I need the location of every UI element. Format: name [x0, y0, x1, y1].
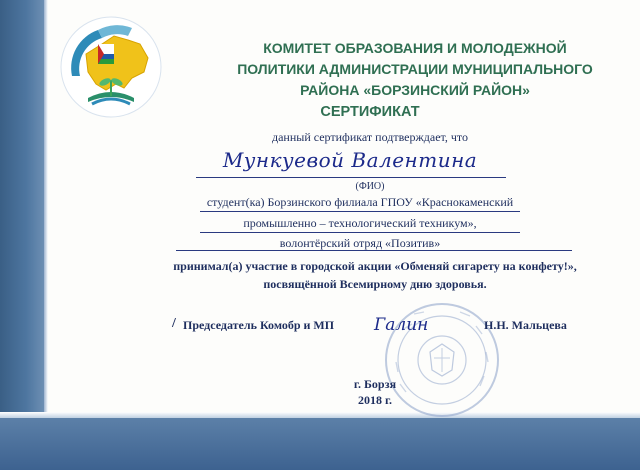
signature-mark: /: [172, 316, 176, 331]
org-line: КОМИТЕТ ОБРАЗОВАНИЯ И МОЛОДЕЖНОЙ: [263, 40, 567, 56]
signer-name: Н.Н. Мальцева: [484, 318, 567, 332]
affiliation-line: волонтёрский отряд «Позитив»: [279, 236, 441, 250]
fio-label: (ФИО): [355, 181, 385, 192]
affiliation-underline: [200, 211, 520, 212]
city: г. Борзя: [353, 377, 397, 391]
affiliation-underline: [176, 250, 572, 251]
signature-position: Председатель Комобр и МП: [183, 318, 335, 332]
handwritten-signature-text: Галин: [374, 315, 429, 335]
affiliation-line: студент(ка) Борзинского филиала ГПОУ «Краснокаменский: [206, 195, 514, 209]
affiliation-underline: [200, 232, 520, 233]
left-decorative-band: [0, 0, 44, 420]
region-emblem-icon: [58, 14, 164, 120]
certificate-subtitle: данный сертификат подтверждает, что: [271, 130, 469, 144]
participation-text: [140, 257, 610, 293]
affiliation-line: промышленно – технологический техникум»,: [243, 216, 477, 230]
bottom-decorative-band: [0, 418, 640, 470]
handwritten-signature: [370, 308, 460, 338]
org-line: РАЙОНА «БОРЗИНСКИЙ РАЙОН»: [300, 82, 530, 98]
participation-line: посвящённой Всемирному дню здоровья.: [263, 277, 487, 291]
name-underline: [196, 177, 506, 178]
certificate-title: СЕРТИФИКАТ: [320, 104, 420, 120]
year: 2018 г.: [357, 393, 393, 407]
organization-name: [195, 38, 635, 101]
place-and-year: [330, 376, 420, 408]
recipient-name: Мункуевой Валентина: [222, 148, 478, 172]
participation-line: принимал(а) участие в городской акции «Обменяй сигарету на конфету!»,: [173, 259, 577, 273]
org-line: ПОЛИТИКИ АДМИНИСТРАЦИИ МУНИЦИПАЛЬНОГО: [237, 61, 593, 77]
